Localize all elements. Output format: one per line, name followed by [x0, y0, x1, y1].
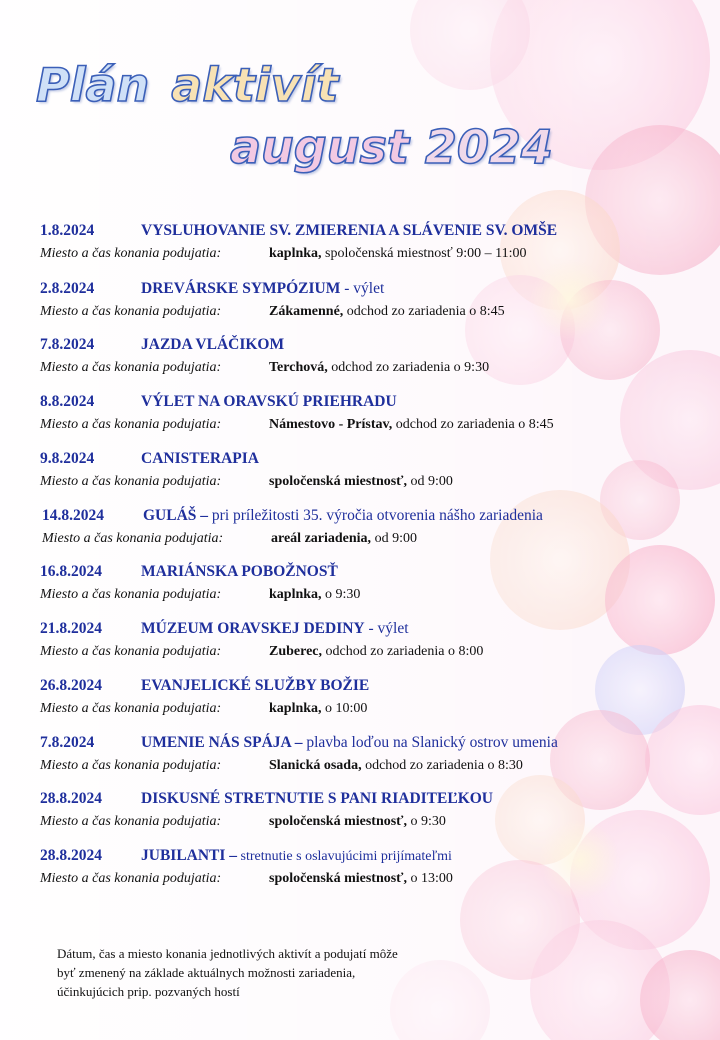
page-title-line1: [36, 58, 339, 112]
event-item: [40, 734, 710, 776]
title-word-month: august: [230, 120, 409, 174]
event-date: 26.8.2024: [40, 677, 102, 694]
event-title: GULÁŠ –: [143, 507, 209, 524]
event-time: odchod zo zariadenia o 8:30: [361, 758, 523, 773]
event-header: [40, 563, 710, 585]
place-label: Miesto a čas konania podujatia:: [40, 360, 222, 375]
event-name: [141, 563, 338, 581]
note-line: účinkujúcich prip. pozvaných hostí: [57, 984, 240, 999]
event-item: [40, 563, 710, 605]
event-location: kaplnka,: [269, 246, 322, 261]
event-place: [269, 246, 527, 262]
event-location: Slanická osada,: [269, 758, 362, 773]
event-place: [269, 814, 446, 830]
event-place: [269, 871, 453, 887]
event-date: 8.8.2024: [40, 393, 95, 410]
event-header: [40, 450, 710, 472]
event-date: 1.8.2024: [40, 222, 95, 239]
event-details: [40, 699, 710, 719]
event-details: [40, 358, 710, 378]
event-location: kaplnka,: [269, 587, 322, 602]
event-title: CANISTERAPIA: [141, 450, 259, 467]
event-details: [40, 302, 710, 322]
event-date: 28.8.2024: [40, 790, 102, 807]
event-name: [141, 393, 397, 411]
event-details: [40, 585, 710, 605]
event-item: [40, 677, 710, 719]
event-title: VYSLUHOVANIE SV. ZMIERENIA A SLÁVENIE SV. OMŠE: [141, 222, 558, 239]
place-label: Miesto a čas konania podujatia:: [40, 587, 222, 602]
event-date: 2.8.2024: [40, 280, 95, 297]
event-header: [40, 393, 710, 415]
event-location: Terchová,: [269, 360, 328, 375]
event-name: [143, 507, 543, 525]
event-location: Zákamenné,: [269, 304, 344, 319]
event-header: [40, 222, 710, 244]
event-date: 21.8.2024: [40, 620, 102, 637]
event-time: o 10:00: [321, 701, 368, 716]
event-location: spoločenská miestnosť,: [269, 474, 407, 489]
event-item: [40, 790, 710, 832]
event-item: [40, 280, 710, 322]
event-place: [269, 701, 367, 717]
event-location: spoločenská miestnosť,: [269, 814, 407, 829]
event-extra: plavba loďou na Slanický ostrov umenia: [302, 734, 558, 751]
event-place: [271, 531, 417, 547]
event-place: [269, 417, 554, 433]
event-header: [42, 507, 712, 529]
event-place: [269, 474, 453, 490]
disclaimer-note: [57, 944, 497, 1001]
event-title: VÝLET NA ORAVSKÚ PRIEHRADU: [141, 393, 397, 410]
place-label: Miesto a čas konania podujatia:: [40, 871, 222, 886]
event-name: [141, 450, 259, 468]
event-time: odchod zo zariadenia o 8:00: [322, 644, 484, 659]
place-label: Miesto a čas konania podujatia:: [42, 531, 224, 546]
event-name: [141, 336, 284, 354]
place-label: Miesto a čas konania podujatia:: [40, 758, 222, 773]
note-line: byť zmenený na základe aktuálnych možnosti zariadenia,: [57, 965, 356, 980]
event-date: 16.8.2024: [40, 563, 102, 580]
event-name: [141, 847, 452, 865]
event-name: [141, 280, 384, 298]
event-location: Zuberec,: [269, 644, 323, 659]
event-title: EVANJELICKÉ SLUŽBY BOŽIE: [141, 677, 370, 694]
title-year: 2024: [424, 120, 553, 174]
event-location: Námestovo - Prístav,: [269, 417, 393, 432]
event-item: [40, 847, 710, 889]
event-date: 28.8.2024: [40, 847, 102, 864]
place-label: Miesto a čas konania podujatia:: [40, 814, 222, 829]
event-name: [141, 790, 493, 808]
place-label: Miesto a čas konania podujatia:: [40, 644, 222, 659]
event-extra: - výlet: [364, 620, 409, 637]
event-title: DREVÁRSKE SYMPÓZIUM: [141, 280, 341, 297]
event-details: [40, 869, 710, 889]
event-header: [40, 790, 710, 812]
event-time: od 9:00: [371, 531, 417, 546]
event-item: [42, 507, 712, 549]
event-header: [40, 677, 710, 699]
event-place: [269, 758, 523, 774]
event-item: [40, 336, 710, 378]
note-line: Dátum, čas a miesto konania jednotlivých aktivít a podujatí môže: [57, 946, 398, 961]
event-details: [40, 642, 710, 662]
event-header: [40, 847, 710, 869]
event-item: [40, 450, 710, 492]
place-label: Miesto a čas konania podujatia:: [40, 417, 222, 432]
event-location: spoločenská miestnosť,: [269, 871, 407, 886]
event-item: [40, 620, 710, 662]
event-title: UMENIE NÁS SPÁJA –: [141, 734, 303, 751]
event-header: [40, 620, 710, 642]
event-time: odchod zo zariadenia o 8:45: [343, 304, 505, 319]
place-label: Miesto a čas konania podujatia:: [40, 701, 222, 716]
event-time: o 9:30: [321, 587, 361, 602]
event-name: [141, 734, 558, 752]
event-details: [40, 756, 710, 776]
event-time: odchod zo zariadenia o 9:30: [327, 360, 490, 375]
event-name: [141, 677, 369, 695]
event-time: odchod zo zariadenia o 8:45: [392, 417, 554, 432]
event-item: [40, 393, 710, 435]
event-extra: - výlet: [340, 280, 385, 297]
event-date: 9.8.2024: [40, 450, 95, 467]
event-details: [40, 244, 710, 264]
title-word-aktivit: aktivít: [171, 58, 339, 112]
event-location: areál zariadenia,: [271, 531, 372, 546]
place-label: Miesto a čas konania podujatia:: [40, 304, 222, 319]
page-title-line2: [230, 120, 553, 174]
event-title: MARIÁNSKA POBOŽNOSŤ: [141, 563, 338, 580]
place-label: Miesto a čas konania podujatia:: [40, 474, 222, 489]
event-time: od 9:00: [406, 474, 453, 489]
event-time: o 9:30: [406, 814, 446, 829]
event-place: [269, 304, 505, 320]
event-time: o 13:00: [406, 871, 453, 886]
event-location: kaplnka,: [269, 701, 322, 716]
event-date: 14.8.2024: [42, 507, 104, 524]
event-name: [141, 222, 557, 240]
event-details: [40, 812, 710, 832]
event-date: 7.8.2024: [40, 336, 95, 353]
event-place: [269, 587, 360, 603]
event-title: DISKUSNÉ STRETNUTIE S PANI RIADITEĽKOU: [141, 790, 493, 807]
event-header: [40, 280, 710, 302]
event-date: 7.8.2024: [40, 734, 95, 751]
event-header: [40, 734, 710, 756]
event-title: JAZDA VLÁČIKOM: [141, 336, 285, 353]
event-item: [40, 222, 710, 264]
event-header: [40, 336, 710, 358]
event-time: spoločenská miestnosť 9:00 – 11:00: [321, 246, 527, 261]
event-extra: pri príležitosti 35. výročia otvorenia nášho zariadenia: [208, 507, 543, 524]
event-details: [40, 472, 710, 492]
event-place: [269, 360, 489, 376]
title-word-plan: Plán: [36, 58, 150, 112]
event-name: [141, 620, 409, 638]
event-title: MÚZEUM ORAVSKEJ DEDINY: [141, 620, 365, 637]
place-label: Miesto a čas konania podujatia:: [40, 246, 222, 261]
event-title: JUBILANTI –: [141, 847, 238, 864]
event-place: [269, 644, 483, 660]
event-details: [42, 529, 712, 549]
event-details: [40, 415, 710, 435]
event-extra: stretnutie s oslavujúcimi prijímateľmi: [237, 849, 452, 864]
